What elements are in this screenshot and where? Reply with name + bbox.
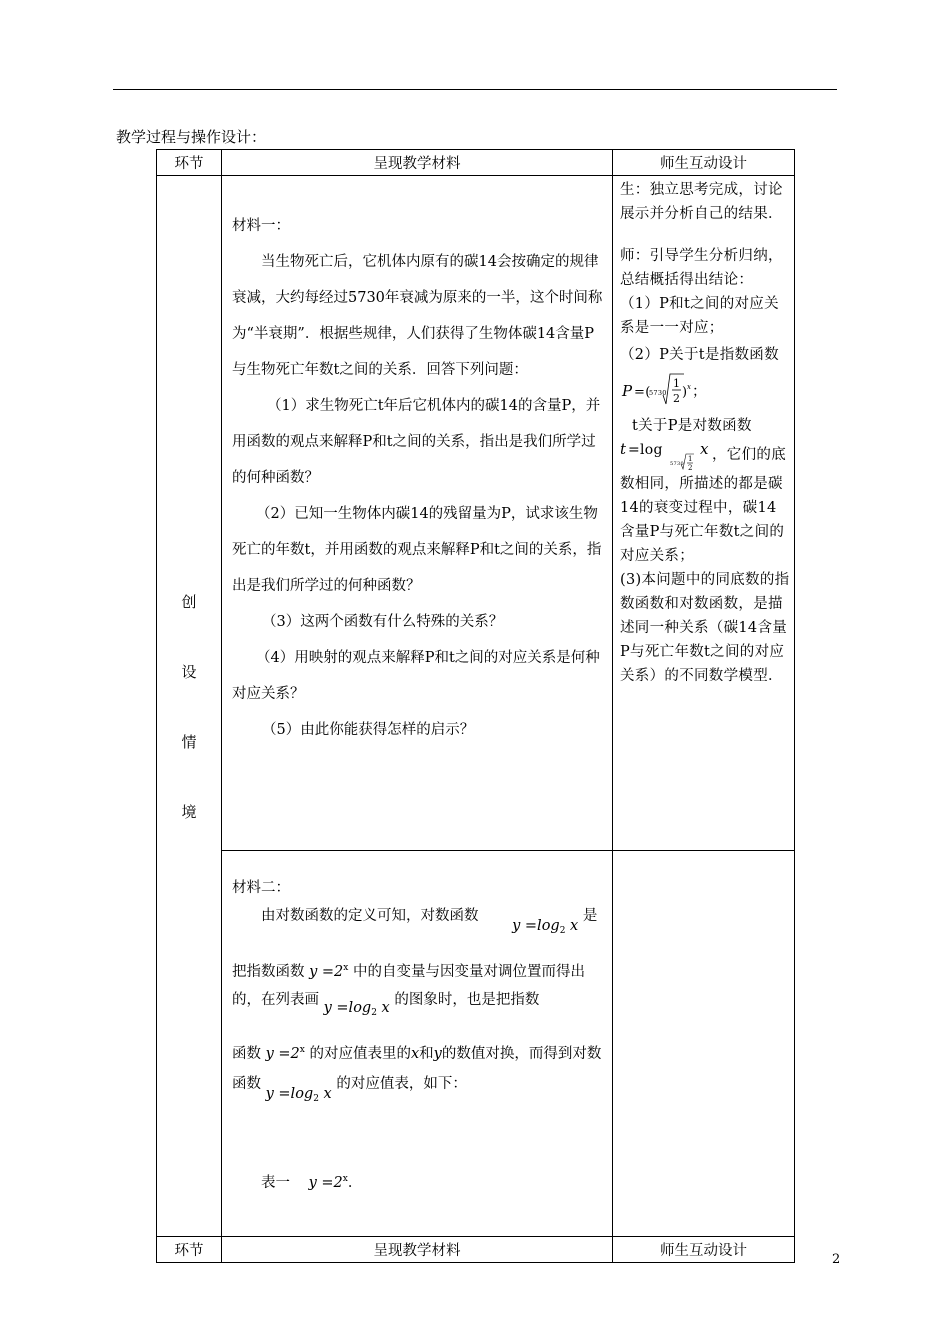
- header-stage: 环节: [157, 150, 222, 176]
- svg-text:2: 2: [673, 392, 681, 405]
- conclusion-2b: [620, 414, 791, 438]
- material-2-cell: [222, 851, 613, 1237]
- material-2-text: 和: [419, 1046, 434, 1062]
- svg-text:P: P: [622, 382, 633, 400]
- conclusion-2b-text: ，它们的底数相同，所描述的都是碳14的衰变过程中，碳14含量P与死亡年数t之间的对应关系；: [620, 447, 786, 564]
- question-1: （1）求生物死亡t年后它机体内的碳14的含量P，并用函数的观点来解释P和t之间的关系，指出是我们所学过的何种函数？: [232, 398, 601, 486]
- material-2-text: 函数: [232, 1046, 261, 1062]
- material-2-text: 把指数函数: [232, 964, 305, 980]
- svg-text:=(: =(: [634, 385, 651, 400]
- log2-formula: $y =\log_2$ x: [323, 1000, 390, 1018]
- log2-formula: $y =\log_2$ x: [512, 918, 579, 936]
- conclusion-2-text: （2）P关于t是指数函数: [620, 347, 779, 363]
- conclusion-3: (3)本问题中的同底数的指数函数和对数函数，是描述同一种关系（碳14含量P与死亡年数t之间的对应关系）的不同数学模型．: [620, 572, 790, 684]
- material-2-text: 中的自变量与因变量对调位置而得出的，在列表画: [232, 964, 585, 1008]
- svg-text:5730: 5730: [649, 389, 667, 397]
- exp2-formula: $y =2^x$: [309, 963, 349, 980]
- log-formula: [620, 438, 712, 472]
- exp2-formula: $y =2^x$: [265, 1045, 305, 1062]
- conclusion-2: [620, 340, 791, 414]
- question-2: （2）已知一生物体内碳14的残留量为P，试求该生物死亡的年数t，并用函数的观点来解释P和t之间的关系，指出是我们所学过的何种函数？: [232, 506, 602, 594]
- svg-text:1: 1: [673, 377, 681, 390]
- stage-char: 设: [181, 662, 197, 681]
- table-row-material-1: [157, 176, 795, 851]
- footer-stage: 环节: [157, 1237, 222, 1263]
- stage-cell: [157, 176, 222, 1237]
- material-2-text: 的对应值表，如下：: [336, 1076, 467, 1092]
- conclusion-2b-cont: [620, 438, 791, 568]
- svg-text:1: 1: [688, 455, 693, 463]
- interaction-teacher: 师：引导学生分析归纳，总结概括得出结论：: [620, 248, 783, 288]
- material-2-text: 由对数函数的定义可知，对数函数: [261, 908, 479, 924]
- table-caption: [232, 1166, 604, 1196]
- material-2-line-3: [232, 1035, 604, 1114]
- material-2-line-2: [232, 954, 604, 1027]
- stage-char: 情: [181, 732, 197, 751]
- svg-text:): ): [682, 385, 688, 400]
- conclusion-1: （1）P和t之间的对应关系是一一对应；: [620, 296, 779, 336]
- footer-material: 呈现教学材料: [222, 1237, 613, 1263]
- material-2-line-1: [232, 901, 604, 946]
- footer-interaction: 师生互动设计: [613, 1237, 795, 1263]
- svg-text:5730: 5730: [670, 461, 684, 467]
- interaction-1-cell: [613, 176, 795, 851]
- table-row-material-2: [157, 851, 795, 1237]
- stage-char: 创: [181, 592, 197, 611]
- svg-text:t: t: [620, 440, 627, 458]
- lesson-table: [156, 149, 795, 1263]
- interaction-2-cell: [613, 851, 795, 1237]
- material-2-text: 是: [582, 908, 598, 924]
- material-2-title: 材料二：: [232, 880, 290, 896]
- table-footer-row: [157, 1237, 795, 1263]
- header-rule: [113, 89, 837, 90]
- material-2-text: 的对应值表里的: [309, 1046, 411, 1062]
- material-2-text: 的图象时，也是把指数: [394, 992, 540, 1008]
- question-3: （3）这两个函数有什么特殊的关系？: [262, 614, 504, 630]
- material-1-title: 材料一：: [232, 218, 290, 234]
- conclusion-2b-label: t关于P是对数函数: [632, 418, 752, 434]
- table-caption-end: ．: [347, 1175, 363, 1191]
- semicolon: ；: [692, 384, 707, 400]
- svg-text:x: x: [687, 383, 692, 391]
- question-4: （4）用映射的观点来解释P和t之间的对应关系是何种对应关系？: [232, 650, 600, 702]
- question-5: （5）由此你能获得怎样的启示？: [262, 722, 475, 738]
- page-number: 2: [832, 1252, 841, 1267]
- x-var: x: [410, 1046, 420, 1062]
- log2-formula: $y =\log_2$ x: [265, 1086, 332, 1104]
- header-material: 呈现教学材料: [222, 150, 613, 176]
- section-heading: 教学过程与操作设计：: [116, 128, 267, 146]
- table-header-row: [157, 150, 795, 176]
- svg-text:x: x: [700, 440, 709, 458]
- exp-formula: [620, 370, 692, 414]
- header-interaction: 师生互动设计: [613, 150, 795, 176]
- material-1-cell: [222, 176, 613, 851]
- svg-text:=log: =log: [628, 442, 663, 458]
- y-var: y: [433, 1046, 442, 1062]
- interaction-student: 生：独立思考完成，讨论展示并分析自己的结果．: [620, 182, 783, 222]
- svg-text:2: 2: [688, 464, 693, 472]
- stage-char: 境: [181, 802, 197, 821]
- table-caption-label: 表一: [261, 1175, 290, 1191]
- material-2-text: 的数值对换，而得到对数函数: [232, 1046, 602, 1092]
- exp2-formula: $y =2^x$: [308, 1174, 348, 1191]
- material-1-intro: 当生物死亡后，它机体内原有的碳14会按确定的规律衰减，大约每经过5730年衰减为原来的一半，这个时间称为“半衰期”．根据些规律，人们获得了生物体碳14含量P与生物死亡年数t之间的关系．回答下列问题：: [232, 254, 603, 378]
